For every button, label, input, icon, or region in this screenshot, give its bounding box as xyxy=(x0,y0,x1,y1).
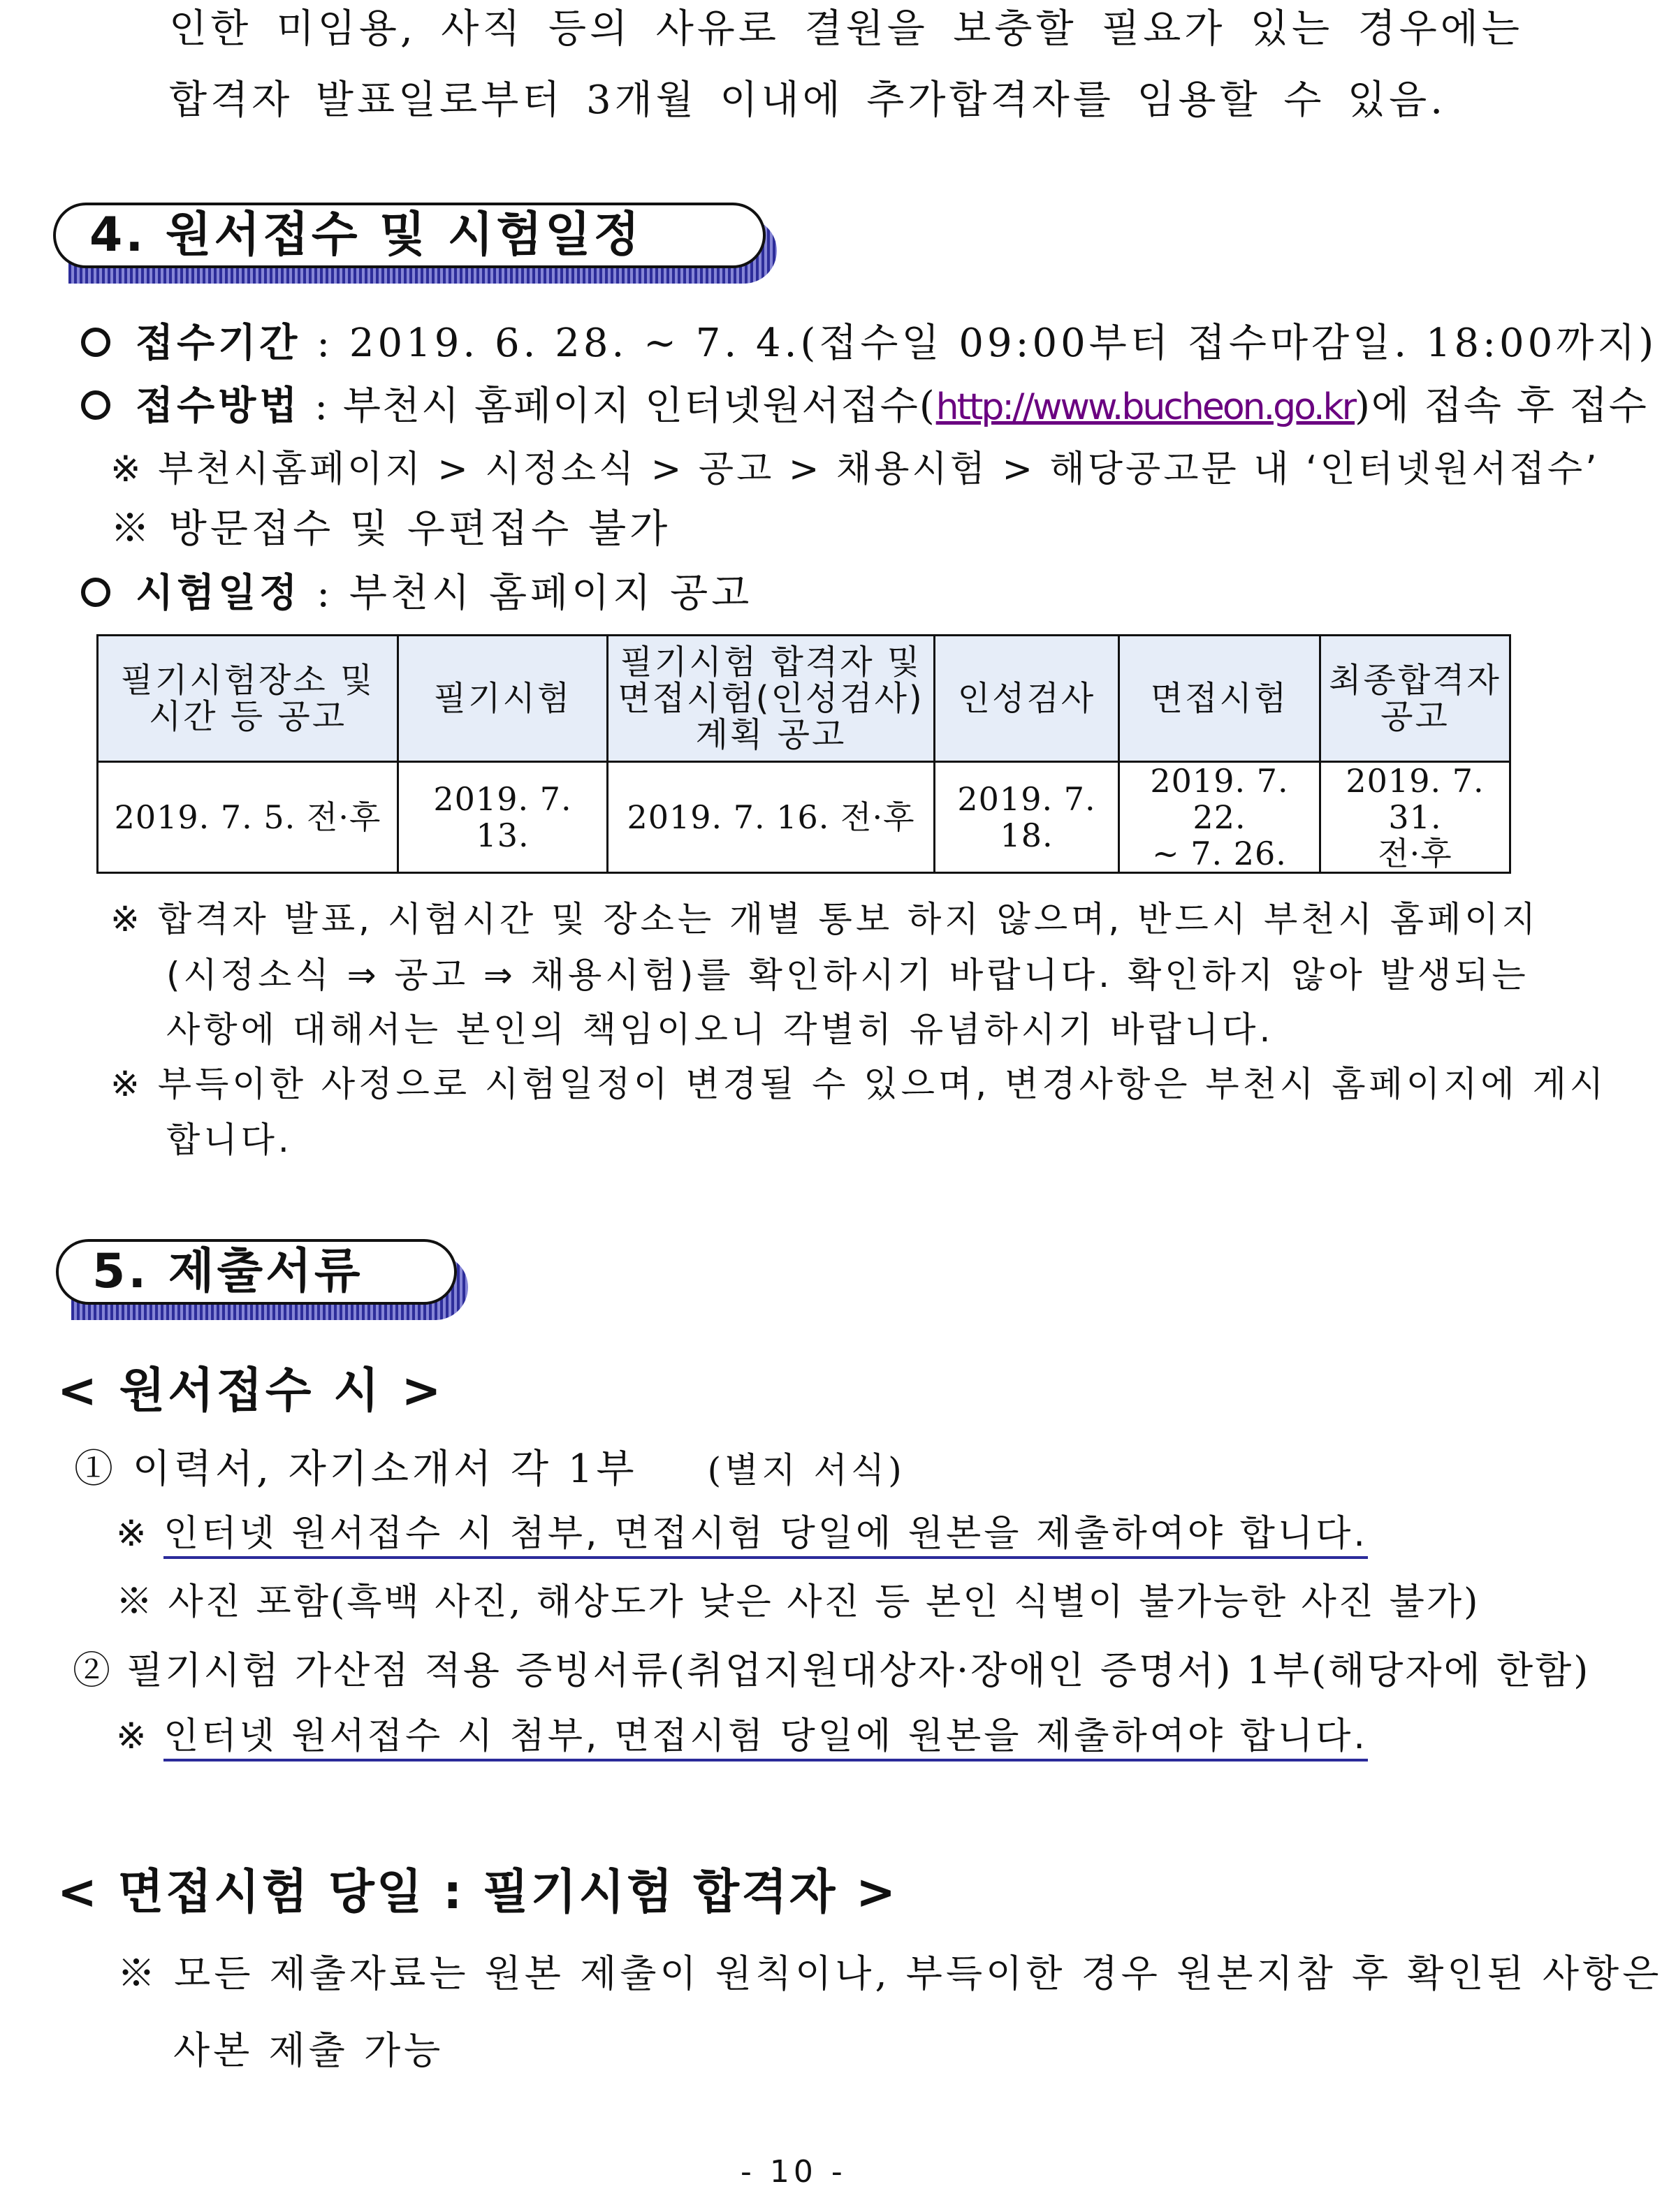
header-cell: 필기시험 xyxy=(398,636,608,762)
item-1-note-2: ※ 사진 포함(흑백 사진, 해상도가 낮은 사진 등 본인 식별이 불가능한 사진 불가) xyxy=(116,1581,1480,1623)
intro-line-1: 인한 미임용, 사직 등의 사유로 결원을 보충할 필요가 있는 경우에는 xyxy=(169,6,1523,52)
final-note-line-1: ※ 모든 제출자료는 원본 제출이 원칙이나, 부득이한 경우 원본지참 후 확인된 사항은 xyxy=(117,1951,1662,1995)
date-cell: 2019. 7. 5. 전·후 xyxy=(98,762,398,873)
table-header-row xyxy=(98,636,1510,762)
section-4-header xyxy=(53,203,766,285)
application-method xyxy=(81,379,1648,435)
circle-bullet-icon xyxy=(81,578,110,607)
section-4-title: 4. 원서접수 및 시험일정 xyxy=(89,207,643,263)
method-note-path: ※ 부천시홈페이지 > 시정소식 > 공고 > 채용시험 > 해당공고문 내 ‘인터넷원서접수’ xyxy=(110,448,1600,490)
item-1-extra: (별지 서식) xyxy=(707,1450,905,1490)
period-value: : 2019. 6. 28. ~ 7. 4.(접수일 09:00부터 접수마감일. 18:00까지) xyxy=(316,321,1658,366)
table-row xyxy=(98,762,1510,873)
notice-change-line-2: 합니다. xyxy=(166,1120,293,1160)
date-cell: 2019. 7. 31. 전·후 xyxy=(1320,762,1510,873)
header-cell: 인성검사 xyxy=(935,636,1119,762)
item-2-note: ※ 인터넷 원서접수 시 첨부, 면접시험 당일에 원본을 제출하여야 합니다. xyxy=(116,1708,1368,1764)
section-5-header xyxy=(56,1239,457,1321)
notice-line-3: 사항에 대해서는 본인의 책임이오니 각별히 유념하시기 바랍니다. xyxy=(166,1009,1274,1050)
header-cell: 필기시험장소 및 시간 등 공고 xyxy=(98,636,398,762)
notice-line-2: (시정소식 ⇒ 공고 ⇒ 채용시험)를 확인하시기 바랍니다. 확인하지 않아 발생되는 xyxy=(166,955,1529,995)
header-cell: 최종합격자 공고 xyxy=(1320,636,1510,762)
item-1-note-1: ※ 인터넷 원서접수 시 첨부, 면접시험 당일에 원본을 제출하여야 합니다. xyxy=(116,1506,1368,1562)
date-cell: 2019. 7. 16. 전·후 xyxy=(608,762,935,873)
schedule-value: : 부천시 홈페이지 공고 xyxy=(316,571,753,616)
period-label: 접수기간 xyxy=(136,321,301,366)
item-2: ② 필기시험 가산점 적용 증빙서류(취업지원대상자·장애인 증명서) 1부(해당자에 한함) xyxy=(73,1648,1591,1692)
notice-line-1: ※ 합격자 발표, 시험시간 및 장소는 개별 통보 하지 않으며, 반드시 부천시 홈페이지 xyxy=(110,899,1540,939)
notice-change-line-1: ※ 부득이한 사정으로 시험일정이 변경될 수 있으며, 변경사항은 부천시 홈페이지에 게시 xyxy=(110,1064,1608,1104)
circle-bullet-icon xyxy=(81,328,110,357)
schedule-label: 시험일정 xyxy=(136,571,301,616)
subheading-application: < 원서접수 시 > xyxy=(57,1363,444,1419)
item-1: ① 이력서, 자기소개서 각 1부 (별지 서식) xyxy=(74,1446,905,1492)
header-cell: 필기시험 합격자 및 면접시험(인성검사) 계획 공고 xyxy=(608,636,935,762)
section-5-title: 5. 제출서류 xyxy=(92,1244,363,1299)
page-number: - 10 - xyxy=(741,2154,847,2190)
intro-line-2: 합격자 발표일로부터 3개월 이내에 추가합격자를 임용할 수 있음. xyxy=(169,78,1446,123)
schedule-table xyxy=(96,634,1511,874)
circle-bullet-icon xyxy=(81,390,110,420)
exam-schedule xyxy=(81,566,752,622)
header-cell: 면접시험 xyxy=(1119,636,1320,762)
method-label: 접수방법 xyxy=(136,383,301,429)
homepage-link[interactable]: http://www.bucheon.go.kr xyxy=(935,386,1355,428)
method-prefix: : 부천시 홈페이지 인터넷원서접수( xyxy=(314,383,936,429)
date-cell: 2019. 7. 18. xyxy=(935,762,1119,873)
subheading-interview-day: < 면접시험 당일 : 필기시험 합격자 > xyxy=(57,1865,898,1920)
final-note-line-2: 사본 제출 가능 xyxy=(173,2028,444,2072)
method-suffix: )에 접속 후 접수 xyxy=(1355,383,1648,429)
date-cell: 2019. 7. 22. ~ 7. 26. xyxy=(1119,762,1320,873)
item-1-note-1-underlined: 인터넷 원서접수 시 첨부, 면접시험 당일에 원본을 제출하여야 합니다. xyxy=(163,1513,1368,1559)
date-cell: 2019. 7. 13. xyxy=(398,762,608,873)
item-2-note-underlined: 인터넷 원서접수 시 첨부, 면접시험 당일에 원본을 제출하여야 합니다. xyxy=(163,1715,1368,1761)
application-period xyxy=(81,316,1657,372)
method-note-no-visit: ※ 방문접수 및 우편접수 불가 xyxy=(110,506,671,552)
